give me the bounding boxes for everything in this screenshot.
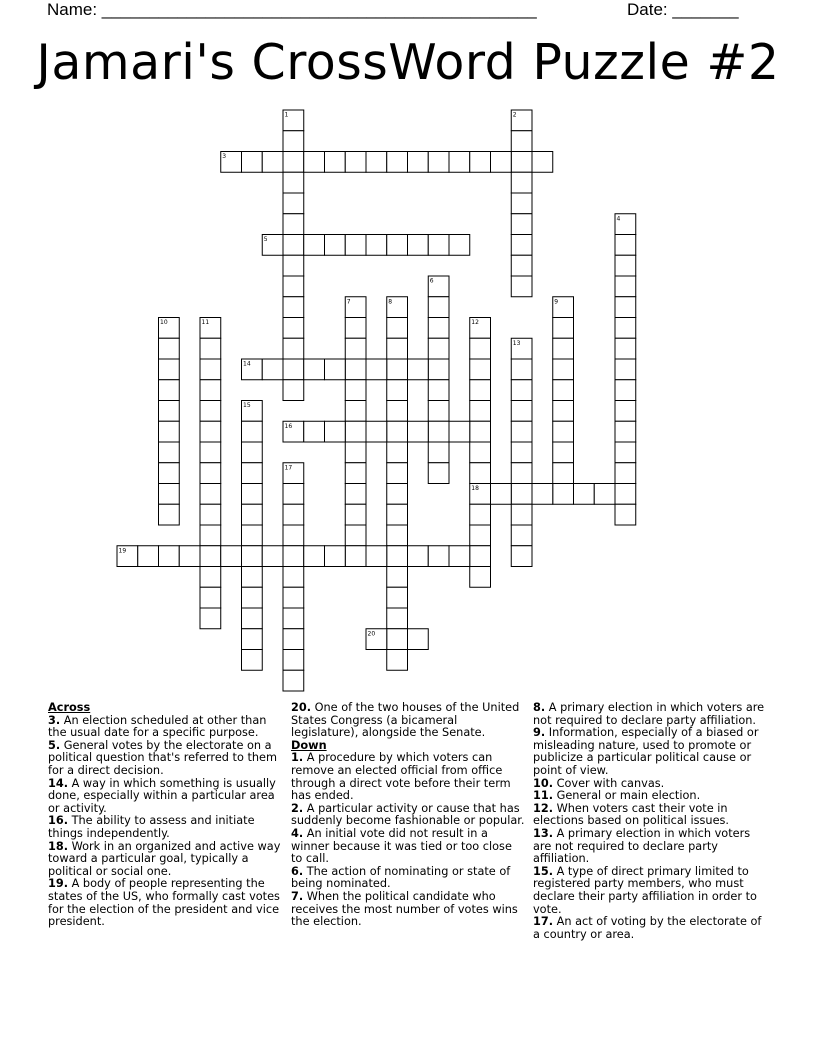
grid-cell[interactable]: [553, 442, 574, 463]
grid-cell[interactable]: [283, 546, 304, 567]
grid-cell[interactable]: [345, 546, 366, 567]
clue-number-label: 10: [160, 319, 168, 326]
grid-cell[interactable]: [511, 172, 532, 193]
grid-cell[interactable]: [428, 546, 449, 567]
grid-cell[interactable]: [283, 504, 304, 525]
grid-cell[interactable]: [159, 484, 180, 505]
clue-number-label: 3: [222, 153, 227, 160]
grid-cell[interactable]: [304, 546, 325, 567]
clue-number: 10.: [533, 776, 554, 790]
clue-item: [291, 752, 525, 802]
grid-cell[interactable]: [428, 235, 449, 256]
grid-cell[interactable]: [511, 484, 532, 505]
grid-cell[interactable]: [200, 525, 221, 546]
grid-cell[interactable]: [594, 484, 615, 505]
grid-cell[interactable]: [242, 650, 263, 671]
grid-cell[interactable]: [159, 338, 180, 359]
clues-column-1: [48, 702, 284, 929]
grid-cell[interactable]: [138, 546, 159, 567]
clue-text: A particular activity or cause that has suddenly become fashionable or popular.: [291, 801, 525, 828]
grid-cell[interactable]: [242, 546, 263, 567]
clue-text: General or main election.: [553, 789, 701, 803]
grid-cell[interactable]: [615, 504, 636, 525]
grid-cell[interactable]: [553, 318, 574, 339]
clue-item: [533, 803, 769, 828]
clue-number-label: 11: [201, 319, 210, 326]
clue-text: Work in an organized and active way toward a particular goal, typically a political or social one.: [48, 839, 281, 878]
grid-cell[interactable]: [615, 297, 636, 318]
grid-cell[interactable]: [262, 359, 283, 380]
clue-text: The action of nominating or state of being nominated.: [291, 864, 511, 891]
clue-number: 11.: [533, 789, 554, 803]
grid-cell[interactable]: [470, 546, 491, 567]
grid-cell[interactable]: [366, 235, 387, 256]
clue-number-label: 6: [429, 277, 434, 285]
grid-cell[interactable]: [242, 152, 263, 173]
grid-cell[interactable]: [511, 276, 532, 297]
grid-cell[interactable]: [470, 152, 491, 173]
grid-cell[interactable]: [242, 504, 263, 525]
grid-cell[interactable]: [511, 421, 532, 442]
grid-cell[interactable]: [366, 546, 387, 567]
grid-cell[interactable]: [387, 235, 408, 256]
clues-column-3: [533, 702, 769, 941]
grid-cell[interactable]: [511, 131, 532, 152]
grid-cell[interactable]: [615, 276, 636, 297]
grid-cell[interactable]: [221, 546, 242, 567]
grid-cell[interactable]: [449, 152, 470, 173]
grid-cell[interactable]: [283, 255, 304, 276]
grid-cell[interactable]: [345, 359, 366, 380]
grid-cell[interactable]: [283, 380, 304, 401]
grid-cell[interactable]: [366, 359, 387, 380]
clue-item: [291, 866, 525, 891]
grid-cell[interactable]: [283, 567, 304, 588]
grid-cell[interactable]: [200, 421, 221, 442]
grid-cell[interactable]: [387, 318, 408, 339]
grid-cell[interactable]: [159, 380, 180, 401]
clue-number: 3.: [48, 713, 61, 727]
clue-text: An act of voting by the electorate of a country or area.: [533, 915, 762, 941]
clue-section-header: Down: [291, 738, 327, 752]
grid-cell[interactable]: [283, 131, 304, 152]
clue-number: 9.: [533, 726, 546, 740]
grid-cell[interactable]: [553, 359, 574, 380]
grid-cell[interactable]: [304, 235, 325, 256]
clue-text: Cover with canvas.: [553, 776, 665, 790]
grid-cell[interactable]: [159, 463, 180, 484]
clue-item: [291, 702, 525, 740]
grid-cell[interactable]: [366, 152, 387, 173]
grid-cell[interactable]: [345, 338, 366, 359]
grid-cell[interactable]: [262, 152, 283, 173]
grid-cell[interactable]: [408, 235, 429, 256]
grid-cell[interactable]: [408, 152, 429, 173]
grid-cell[interactable]: [387, 587, 408, 608]
clue-item: [48, 878, 284, 928]
grid-cell[interactable]: [200, 504, 221, 525]
clue-item: [48, 740, 284, 778]
grid-cell[interactable]: [283, 297, 304, 318]
grid-cell[interactable]: [491, 484, 512, 505]
grid-cell[interactable]: [387, 546, 408, 567]
clue-text: The ability to assess and initiate things independently.: [48, 814, 255, 840]
grid-cell[interactable]: [304, 359, 325, 380]
clue-item: [533, 727, 769, 777]
clue-text: Information, especially of a biased or misleading nature, used to promote or publicize a particular political cause or point of view.: [533, 726, 759, 777]
grid-cell[interactable]: [511, 193, 532, 214]
clue-number: 20.: [291, 701, 312, 714]
clue-number: 19.: [48, 877, 69, 891]
grid-cell[interactable]: [200, 359, 221, 380]
grid-cell[interactable]: [325, 359, 346, 380]
grid-cell[interactable]: [242, 463, 263, 484]
grid-cell[interactable]: [615, 318, 636, 339]
grid-cell[interactable]: [200, 442, 221, 463]
clue-number: 17.: [533, 915, 554, 929]
clue-text: A way in which something is usually done, especially within a particular area or activity.: [48, 776, 276, 815]
grid-cell[interactable]: [387, 608, 408, 629]
grid-cell[interactable]: [283, 214, 304, 235]
clue-text: An election scheduled at other than the usual date for a specific purpose.: [48, 713, 267, 740]
grid-cell[interactable]: [345, 484, 366, 505]
grid-cell[interactable]: [200, 380, 221, 401]
grid-cell[interactable]: [553, 421, 574, 442]
grid-cell[interactable]: [283, 670, 304, 691]
grid-cell[interactable]: [159, 421, 180, 442]
grid-cell[interactable]: [615, 421, 636, 442]
grid-cell[interactable]: [345, 318, 366, 339]
grid-cell[interactable]: [408, 421, 429, 442]
grid-cell[interactable]: [283, 359, 304, 380]
grid-cell[interactable]: [283, 587, 304, 608]
grid-cell[interactable]: [428, 318, 449, 339]
grid-cell[interactable]: [242, 608, 263, 629]
clue-number-label: 18: [471, 485, 479, 492]
grid-cell[interactable]: [283, 193, 304, 214]
clue-item: [533, 866, 769, 916]
grid-cell[interactable]: [200, 401, 221, 422]
grid-cell[interactable]: [387, 525, 408, 546]
grid-cell[interactable]: [159, 359, 180, 380]
clue-number-label: 20: [367, 630, 376, 638]
grid-cell[interactable]: [200, 608, 221, 629]
grid-cell[interactable]: [470, 525, 491, 546]
clue-item: [291, 891, 525, 929]
grid-cell[interactable]: [262, 546, 283, 567]
clue-item: [48, 715, 284, 740]
grid-cell[interactable]: [449, 421, 470, 442]
grid-cell[interactable]: [408, 359, 429, 380]
clue-item: [48, 841, 284, 879]
clue-number-label: 8: [388, 298, 393, 306]
clue-number: 2.: [291, 801, 304, 815]
grid-cell[interactable]: [511, 504, 532, 525]
grid-cell[interactable]: [511, 380, 532, 401]
grid-cell[interactable]: [615, 338, 636, 359]
clue-number-label: 14: [243, 360, 251, 368]
grid-cell[interactable]: [387, 504, 408, 525]
grid-cell[interactable]: [283, 172, 304, 193]
grid-cell[interactable]: [242, 421, 263, 442]
grid-cell[interactable]: [615, 463, 636, 484]
grid-cell[interactable]: [387, 442, 408, 463]
grid-cell[interactable]: [511, 546, 532, 567]
clue-number-label: 9: [554, 298, 559, 306]
grid-cell[interactable]: [553, 463, 574, 484]
clue-text: An initial vote did not result in a winner because it was tied or too close to call.: [291, 826, 512, 866]
clue-number-label: 15: [243, 402, 251, 409]
clue-text: When the political candidate who receives the most number of votes wins the election.: [291, 889, 518, 929]
grid-cell[interactable]: [408, 629, 429, 650]
grid-cell[interactable]: [511, 359, 532, 380]
grid-cell[interactable]: [159, 442, 180, 463]
grid-cell[interactable]: [511, 463, 532, 484]
clue-text: A type of direct primary limited to registered party members, who must declare their party affiliation in order to vote.: [533, 864, 757, 916]
clue-number-label: 17: [284, 464, 293, 472]
grid-cell[interactable]: [200, 546, 221, 567]
grid-cell[interactable]: [387, 338, 408, 359]
clue-item: [533, 702, 769, 727]
grid-cell[interactable]: [283, 338, 304, 359]
grid-cell[interactable]: [553, 401, 574, 422]
grid-cell[interactable]: [615, 255, 636, 276]
clue-number: 4.: [291, 826, 304, 840]
grid-cell[interactable]: [428, 442, 449, 463]
grid-cell[interactable]: [242, 567, 263, 588]
grid-cell[interactable]: [387, 484, 408, 505]
grid-cell[interactable]: [470, 338, 491, 359]
grid-cell[interactable]: [532, 484, 553, 505]
grid-cell[interactable]: [470, 359, 491, 380]
grid-cell[interactable]: [470, 421, 491, 442]
grid-cell[interactable]: [325, 235, 346, 256]
clue-number: 12.: [533, 801, 554, 815]
grid-cell[interactable]: [345, 504, 366, 525]
grid-cell[interactable]: [283, 525, 304, 546]
grid-cell[interactable]: [283, 152, 304, 173]
grid-cell[interactable]: [470, 380, 491, 401]
grid-cell[interactable]: [159, 546, 180, 567]
clue-number: 14.: [48, 776, 69, 790]
grid-cell[interactable]: [553, 484, 574, 505]
clue-number: 13.: [533, 826, 554, 840]
grid-cell[interactable]: [283, 484, 304, 505]
grid-cell[interactable]: [428, 421, 449, 442]
clue-number-label: 2: [512, 111, 517, 119]
grid-cell[interactable]: [615, 401, 636, 422]
grid-cell[interactable]: [283, 235, 304, 256]
grid-cell[interactable]: [345, 152, 366, 173]
grid-cell[interactable]: [179, 546, 200, 567]
clue-number: 15.: [533, 864, 554, 878]
grid-cell[interactable]: [345, 401, 366, 422]
clue-number: 7.: [291, 889, 304, 903]
grid-cell[interactable]: [242, 525, 263, 546]
grid-cell[interactable]: [345, 463, 366, 484]
grid-cell[interactable]: [200, 463, 221, 484]
clue-number: 18.: [48, 839, 69, 853]
clue-number: 8.: [533, 701, 546, 714]
clue-number: 5.: [48, 738, 61, 752]
name-field-label: Name: ______________________________________________: [47, 0, 537, 19]
grid-cell[interactable]: [428, 380, 449, 401]
grid-cell[interactable]: [345, 235, 366, 256]
grid-cell[interactable]: [449, 546, 470, 567]
grid-cell[interactable]: [449, 235, 470, 256]
clue-number-label: 12: [471, 319, 479, 326]
grid-cell[interactable]: [615, 359, 636, 380]
grid-cell[interactable]: [387, 359, 408, 380]
clues-column-2: [291, 702, 525, 929]
clue-text: One of the two houses of the United States Congress (a bicameral legislature), alongside the Senate.: [291, 701, 520, 740]
grid-cell[interactable]: [159, 401, 180, 422]
clue-text: A primary election in which voters are not required to declare party affiliation.: [533, 826, 751, 866]
grid-cell[interactable]: [387, 401, 408, 422]
grid-cell[interactable]: [428, 401, 449, 422]
grid-cell[interactable]: [283, 276, 304, 297]
grid-cell[interactable]: [242, 442, 263, 463]
grid-cell[interactable]: [387, 152, 408, 173]
grid-cell[interactable]: [511, 401, 532, 422]
grid-cell[interactable]: [200, 567, 221, 588]
clue-text: General votes by the electorate on a political question that's referred to them for a direct decision.: [48, 738, 278, 777]
grid-cell[interactable]: [553, 338, 574, 359]
grid-cell[interactable]: [325, 421, 346, 442]
grid-cell[interactable]: [304, 421, 325, 442]
grid-cell[interactable]: [304, 152, 325, 173]
grid-cell[interactable]: [283, 608, 304, 629]
grid-cell[interactable]: [387, 567, 408, 588]
grid-cell[interactable]: [470, 401, 491, 422]
clue-item: [48, 815, 284, 840]
grid-cell[interactable]: [242, 587, 263, 608]
grid-cell[interactable]: [615, 235, 636, 256]
grid-cell[interactable]: [532, 152, 553, 173]
grid-cell[interactable]: [387, 650, 408, 671]
grid-cell[interactable]: [283, 629, 304, 650]
clue-item: [533, 828, 769, 866]
grid-cell[interactable]: [200, 338, 221, 359]
date-field-label: Date: _______: [627, 0, 739, 19]
grid-cell[interactable]: [242, 629, 263, 650]
clue-item: [291, 828, 525, 866]
grid-cell[interactable]: [470, 567, 491, 588]
grid-cell[interactable]: [200, 484, 221, 505]
grid-cell[interactable]: [470, 442, 491, 463]
page-title: Jamari's CrossWord Puzzle #2: [36, 34, 780, 91]
clue-text: A body of people representing the states of the US, who formally cast votes for the election of the president and vice president.: [48, 877, 280, 929]
grid-cell[interactable]: [366, 421, 387, 442]
grid-cell[interactable]: [511, 214, 532, 235]
grid-cell[interactable]: [615, 442, 636, 463]
clue-number-label: 5: [263, 236, 268, 243]
grid-cell[interactable]: [511, 152, 532, 173]
clue-section-header: Across: [48, 701, 91, 714]
grid-cell[interactable]: [283, 650, 304, 671]
grid-cell[interactable]: [345, 380, 366, 401]
grid-cell[interactable]: [428, 463, 449, 484]
clue-number: 16.: [48, 814, 69, 828]
grid-cell[interactable]: [325, 152, 346, 173]
grid-cell[interactable]: [387, 629, 408, 650]
grid-cell[interactable]: [511, 235, 532, 256]
grid-cell[interactable]: [470, 504, 491, 525]
clue-number-label: 7: [346, 298, 351, 306]
grid-cell[interactable]: [511, 525, 532, 546]
grid-cell[interactable]: [200, 587, 221, 608]
grid-cell[interactable]: [387, 380, 408, 401]
grid-cell[interactable]: [408, 546, 429, 567]
clue-text: A primary election in which voters are not required to declare party affiliation.: [533, 701, 765, 727]
grid-cell[interactable]: [615, 484, 636, 505]
clue-number-label: 16: [284, 422, 293, 430]
clue-item: [48, 778, 284, 816]
grid-cell[interactable]: [242, 484, 263, 505]
grid-cell[interactable]: [283, 318, 304, 339]
grid-cell[interactable]: [511, 442, 532, 463]
clue-text: When voters cast their vote in elections based on political issues.: [533, 801, 730, 828]
clue-item: [291, 803, 525, 828]
grid-cell[interactable]: [345, 525, 366, 546]
clue-number-label: 19: [118, 547, 127, 555]
grid-cell[interactable]: [470, 463, 491, 484]
grid-cell[interactable]: [553, 380, 574, 401]
grid-cell[interactable]: [159, 504, 180, 525]
grid-cell[interactable]: [511, 255, 532, 276]
clue-number-label: 13: [512, 339, 521, 347]
grid-cell[interactable]: [345, 421, 366, 442]
clue-item: [533, 916, 769, 941]
grid-cell[interactable]: [615, 380, 636, 401]
grid-cell[interactable]: [345, 442, 366, 463]
grid-cell[interactable]: [574, 484, 595, 505]
grid-cell[interactable]: [428, 338, 449, 359]
grid-cell[interactable]: [387, 463, 408, 484]
clue-number: 1.: [291, 751, 304, 765]
grid-cell[interactable]: [387, 421, 408, 442]
grid-cell[interactable]: [325, 546, 346, 567]
clue-number-label: 4: [616, 215, 621, 223]
grid-cell[interactable]: [428, 152, 449, 173]
clue-text: A procedure by which voters can remove an elected official from office through a direct vote before their term has ended.: [291, 751, 511, 803]
grid-cell[interactable]: [428, 359, 449, 380]
grid-cell[interactable]: [491, 152, 512, 173]
grid-cell[interactable]: [428, 297, 449, 318]
clue-number-label: 1: [284, 111, 289, 119]
clue-number: 6.: [291, 864, 304, 878]
